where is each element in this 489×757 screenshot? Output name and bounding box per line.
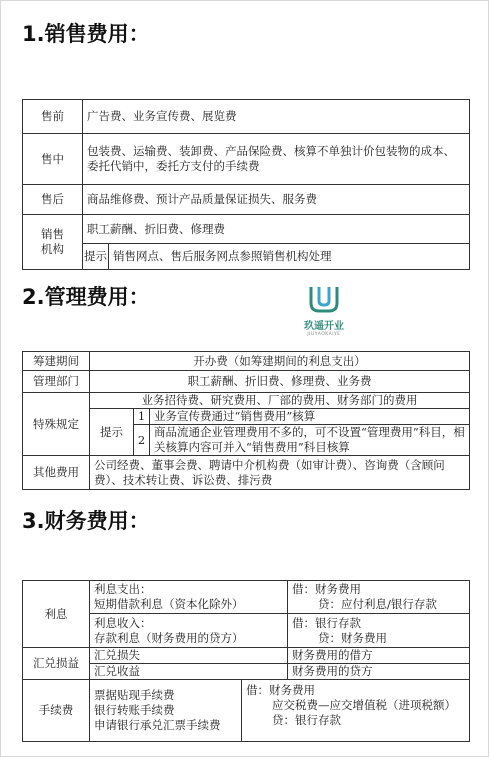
finance-expense-table: [22, 580, 470, 742]
interest-expense-credit: 贷：应付利息/银行存款: [318, 597, 437, 611]
brand-logo: [300, 285, 348, 337]
fee-item-1: 票据贴现手续费: [94, 688, 175, 702]
fee-item-2: 银行转账手续费: [94, 703, 175, 717]
admin-tip2-content: 商品流通企业管理费用不多的，可不设置“管理费用”科目，相关核算内容可并入“销售费用”科目核算: [150, 425, 470, 456]
prep-period-content: 开办费（如筹建期间的利息支出）: [90, 352, 470, 371]
interest-expense-entry: [288, 581, 470, 614]
fee-vat: 应交税费—应交增值税（进项税额）: [272, 698, 456, 712]
fee-debit: 借：财务费用: [246, 683, 315, 697]
admin-tip1-content: 业务宣传费通过“销售费用”核算: [150, 409, 470, 425]
interest-expense-debit: 借：财务费用: [292, 582, 361, 596]
special-rules-content: 业务招待费、研究费用、厂部的费用、财务部门的费用: [90, 393, 470, 409]
sales-expense-table: [22, 99, 470, 270]
mid-sale-content: 包装费、运输费、装卸费、产品保险费、核算不单独计价包装物的成本、委托代销中，委托方支付的手续费: [83, 134, 470, 185]
interest-income-title: 利息收入：: [94, 615, 152, 630]
fee-items-cell: [90, 680, 242, 742]
interest-income-entry: [288, 614, 470, 648]
sales-org-label: [23, 215, 83, 270]
sales-tip-content: 销售网点、售后服务网点参照销售机构处理: [109, 244, 470, 270]
fx-gain-entry: 财务费用的贷方: [288, 664, 470, 680]
admin-tip-label: 提示: [90, 409, 134, 456]
sales-org-content: 职工薪酬、折旧费、修理费: [83, 215, 470, 244]
admin-expense-table: [22, 351, 470, 490]
sales-org-label-line2: 机构: [41, 242, 64, 256]
special-rules-label: 特殊规定: [23, 393, 90, 456]
fx-loss-entry: 财务费用的借方: [288, 648, 470, 664]
interest-income-credit: 贷：财务费用: [318, 630, 387, 645]
fx-label: 汇兑损益: [23, 648, 90, 680]
admin-tip1-number: 1: [134, 409, 150, 425]
other-expense-label: 其他费用: [23, 456, 90, 490]
admin-dept-content: 职工薪酬、折旧费、修理费、业务费: [90, 371, 470, 393]
interest-expense-content: 短期借款利息（资本化除外）: [94, 597, 244, 611]
pre-sale-content: 广告费、业务宣传费、展览费: [83, 100, 470, 134]
interest-income-debit: 借：银行存款: [292, 615, 361, 630]
sales-org-label-line1: 销售: [41, 227, 64, 241]
logo-text: 玖遥开业: [304, 321, 344, 332]
post-sale-label: 售后: [23, 185, 83, 215]
fee-item-3: 申请银行承兑汇票手续费: [94, 718, 221, 732]
sales-tip-label: 提示: [83, 244, 109, 270]
mid-sale-label: 售中: [23, 134, 83, 185]
admin-tip2-number: 2: [134, 425, 150, 456]
interest-income-content: 存款利息（财务费用的贷方）: [94, 630, 244, 645]
logo-mark-icon: [307, 285, 341, 313]
fee-credit: 贷：银行存款: [272, 713, 341, 727]
fx-gain: 汇兑收益: [90, 664, 288, 680]
section-heading-sales: 1.销售费用：: [22, 22, 150, 46]
interest-income-cell: [90, 614, 288, 648]
interest-label: 利息: [23, 581, 90, 648]
admin-dept-label: 管理部门: [23, 371, 90, 393]
interest-expense-title: 利息支出：: [94, 582, 152, 596]
post-sale-content: 商品维修费、预计产品质量保证损失、服务费: [83, 185, 470, 215]
pre-sale-label: 售前: [23, 100, 83, 134]
other-expense-content: 公司经费、董事会费、聘请中介机构费（如审计费）、咨询费（含顾问费）、技术转让费、诉讼费、排污费: [90, 456, 470, 490]
prep-period-label: 筹建期间: [23, 352, 90, 371]
section-heading-admin: 2.管理费用：: [22, 285, 150, 309]
interest-expense-cell: [90, 581, 288, 614]
section-heading-finance: 3.财务费用：: [22, 509, 150, 533]
fx-loss: 汇兑损失: [90, 648, 288, 664]
logo-subtext: JIUYAOKAIYE: [307, 332, 341, 337]
fee-label: 手续费: [23, 680, 90, 742]
fee-entry-cell: [242, 680, 470, 742]
